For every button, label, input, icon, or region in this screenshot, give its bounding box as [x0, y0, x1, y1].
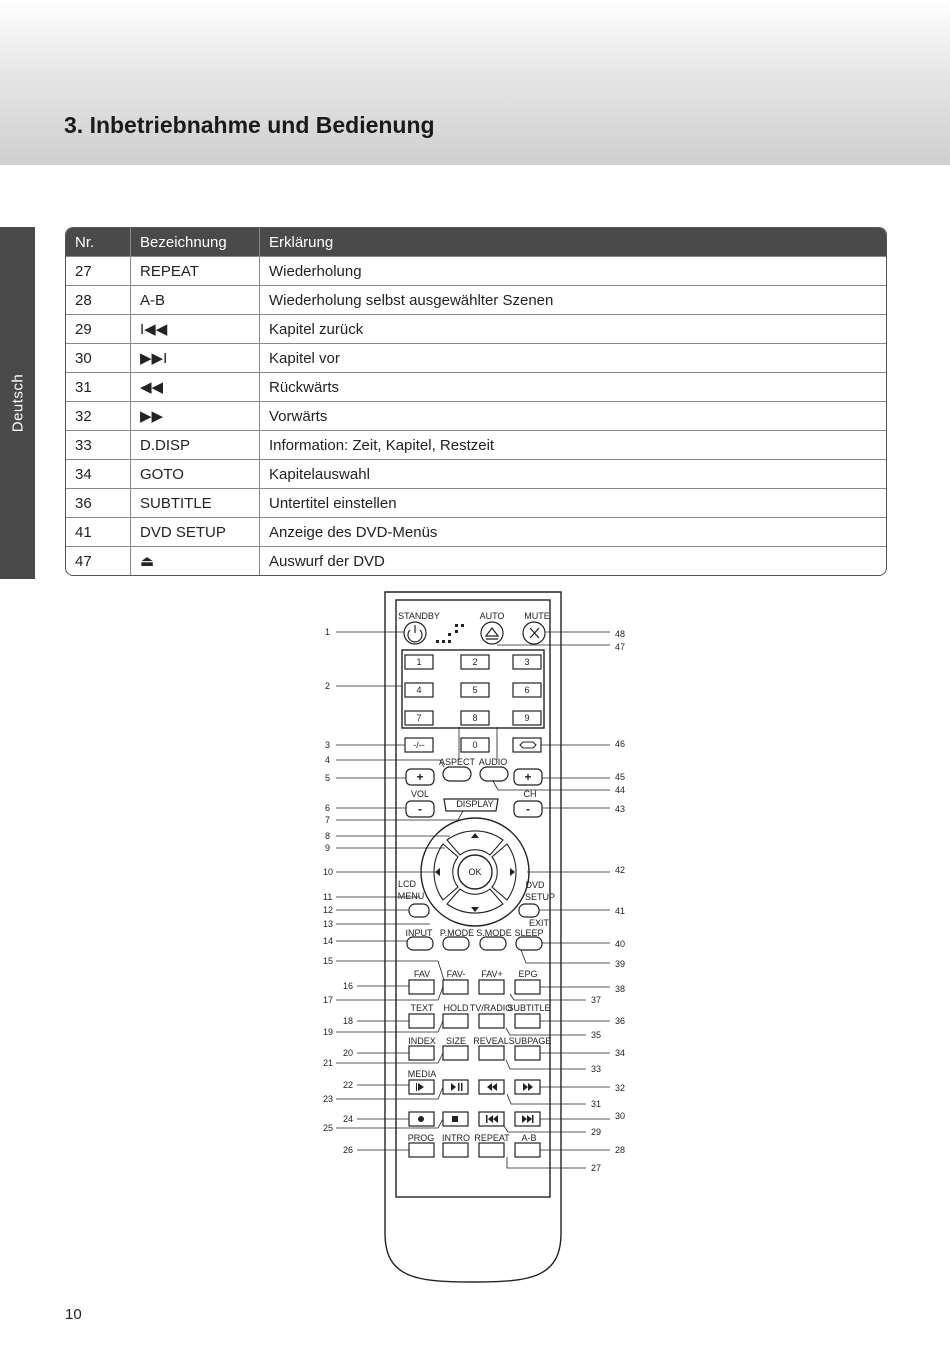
repeat-label: REPEAT [474, 1133, 510, 1143]
cell-bezeichnung: ⏏ [130, 546, 259, 575]
subpage-button [515, 1046, 540, 1060]
callout-15: 15 [323, 956, 334, 966]
button-description-table [65, 227, 887, 576]
epg-button [515, 980, 540, 994]
number-8-label: 8 [472, 713, 478, 723]
intro-button [443, 1143, 468, 1157]
auto-label: AUTO [479, 611, 505, 621]
pmode-button [443, 937, 469, 950]
sleep-label: SLEEP [514, 928, 544, 938]
number-5-label: 5 [472, 685, 478, 695]
callout-20: 20 [343, 1048, 354, 1058]
previous-chapter-icon [486, 1115, 498, 1123]
callout-39: 39 [615, 959, 626, 969]
hold-button [443, 1014, 468, 1028]
callout-41: 41 [615, 906, 626, 916]
callout-40: 40 [615, 939, 626, 949]
cell-bezeichnung: REPEAT [130, 256, 259, 285]
callout-38: 38 [615, 984, 626, 994]
record-icon [418, 1116, 424, 1122]
callout-48: 48 [615, 629, 626, 639]
cell-erklaerung: Kapitel zurück [259, 314, 886, 343]
ab-label: A-B [521, 1133, 537, 1143]
table-row [66, 256, 886, 285]
signal-dots-icon [436, 624, 464, 643]
arrow-right-icon [510, 868, 515, 876]
index-button [409, 1046, 434, 1060]
prog-button [409, 1143, 434, 1157]
cell-erklaerung: Vorwärts [259, 401, 886, 430]
table-row [66, 285, 886, 314]
fav-label: FAV [413, 969, 431, 979]
number-6-label: 6 [524, 685, 530, 695]
eject-icon [486, 628, 498, 639]
index-label: INDEX [408, 1036, 436, 1046]
callout-42: 42 [615, 865, 626, 875]
size-button [443, 1046, 468, 1060]
audio-button [480, 767, 508, 781]
prog-label: PROG [407, 1133, 435, 1143]
callout-44: 44 [615, 785, 626, 795]
number-7-label: 7 [416, 713, 422, 723]
table-row [66, 372, 886, 401]
cell-bezeichnung: D.DISP [130, 430, 259, 459]
callout-37: 37 [591, 995, 602, 1005]
dvd-label: DVD [525, 880, 545, 890]
number-9-label: 9 [524, 713, 530, 723]
callout-11: 11 [323, 892, 333, 902]
pmode-label: P.MODE [439, 928, 475, 938]
cell-nr: 31 [66, 372, 130, 401]
fav-plus-label: FAV+ [481, 969, 503, 979]
cell-nr: 47 [66, 546, 130, 575]
repeat-button [479, 1143, 504, 1157]
cell-nr: 27 [66, 256, 130, 285]
callout-32: 32 [615, 1083, 626, 1093]
lcd-label: LCD [397, 879, 417, 889]
cell-erklaerung: Wiederholung [259, 256, 886, 285]
sleep-button [516, 937, 542, 950]
recall-button [513, 738, 541, 752]
cell-bezeichnung: DVD SETUP [130, 517, 259, 546]
cell-erklaerung: Kapitelauswahl [259, 459, 886, 488]
number-2-label: 2 [472, 657, 478, 667]
callout-46: 46 [615, 739, 626, 749]
callout-27: 27 [591, 1163, 602, 1173]
callout-13: 13 [323, 919, 334, 929]
table-header-row [66, 228, 886, 256]
table-row [66, 488, 886, 517]
channel-plus-label: + [524, 770, 532, 784]
table-row [66, 401, 886, 430]
callout-34: 34 [615, 1048, 626, 1058]
table-row [66, 430, 886, 459]
epg-label: EPG [518, 969, 538, 979]
cell-erklaerung: Kapitel vor [259, 343, 886, 372]
subtitle-label: SUBTITLE [507, 1003, 551, 1013]
callout-35: 35 [591, 1030, 602, 1040]
cell-erklaerung: Anzeige des DVD-Menüs [259, 517, 886, 546]
callout-22: 22 [343, 1080, 354, 1090]
cell-nr: 29 [66, 314, 130, 343]
arrow-down-icon [471, 907, 479, 912]
input-label: INPUT [405, 928, 433, 938]
media-play-icon [416, 1083, 424, 1091]
callout-18: 18 [343, 1016, 354, 1026]
tv-radio-label: TV/RADIO [469, 1003, 513, 1013]
cell-nr: 30 [66, 343, 130, 372]
mute-icon [530, 628, 539, 638]
callout-21: 21 [323, 1058, 334, 1068]
cell-nr: 41 [66, 517, 130, 546]
ch-label: CH [523, 789, 537, 799]
column-header-nr: Nr. [66, 228, 130, 256]
header-band [0, 0, 950, 165]
callout-numbers [323, 627, 625, 1173]
callout-29: 29 [591, 1127, 602, 1137]
setup-label: SETUP [524, 892, 556, 902]
cell-erklaerung: Rückwärts [259, 372, 886, 401]
cell-erklaerung: Auswurf der DVD [259, 546, 886, 575]
dvd-setup-button [519, 904, 539, 917]
callout-4: 4 [325, 755, 331, 765]
page-number: 10 [65, 1306, 82, 1323]
callout-33: 33 [591, 1064, 602, 1074]
page-title: 3. Inbetriebnahme und Bedienung [64, 112, 435, 138]
ok-label: OK [468, 867, 482, 877]
cell-bezeichnung: ▶▶I [130, 343, 259, 372]
aspect-button [443, 767, 471, 781]
remote-control-diagram [315, 590, 640, 1290]
menu-label: MENU [397, 891, 425, 901]
standby-label: STANDBY [398, 611, 440, 621]
intro-label: INTRO [442, 1133, 470, 1143]
aspect-label: ASPECT [438, 757, 476, 767]
callout-23: 23 [323, 1094, 334, 1104]
cell-nr: 32 [66, 401, 130, 430]
cell-nr: 36 [66, 488, 130, 517]
input-button [407, 937, 433, 950]
fast-forward-icon [523, 1083, 533, 1091]
cell-nr: 33 [66, 430, 130, 459]
subpage-label: SUBPAGE [508, 1036, 552, 1046]
number-1-label: 1 [416, 657, 422, 667]
callout-31: 31 [591, 1099, 602, 1109]
table-row [66, 314, 886, 343]
cell-bezeichnung: A-B [130, 285, 259, 314]
callout-10: 10 [323, 867, 334, 877]
callout-8: 8 [325, 831, 331, 841]
channel-minus-label: - [526, 802, 530, 816]
fav-minus-label: FAV- [446, 969, 466, 979]
volume-plus-label: + [416, 770, 424, 784]
stop-icon [452, 1116, 458, 1122]
callout-47: 47 [615, 642, 626, 652]
cell-bezeichnung: ◀◀ [130, 372, 259, 401]
power-icon [408, 625, 422, 642]
table-row [66, 517, 886, 546]
text-label: TEXT [410, 1003, 434, 1013]
fav-button [409, 980, 434, 994]
fav-plus-button [479, 980, 504, 994]
callout-17: 17 [323, 995, 334, 1005]
ab-button [515, 1143, 540, 1157]
cell-erklaerung: Wiederholung selbst ausgewählter Szenen [259, 285, 886, 314]
text-button [409, 1014, 434, 1028]
smode-label: S.MODE [476, 928, 512, 938]
callout-5: 5 [325, 773, 331, 783]
callout-28: 28 [615, 1145, 626, 1155]
callout-14: 14 [323, 936, 334, 946]
cell-erklaerung: Information: Zeit, Kapitel, Restzeit [259, 430, 886, 459]
callout-7: 7 [325, 815, 331, 825]
cell-bezeichnung: ▶▶ [130, 401, 259, 430]
fav-minus-button [443, 980, 468, 994]
callout-12: 12 [323, 905, 334, 915]
play-pause-icon [451, 1083, 463, 1091]
language-tab [0, 227, 35, 579]
size-label: SIZE [445, 1036, 467, 1046]
table-row [66, 546, 886, 575]
table-row [66, 459, 886, 488]
lcd-menu-button [409, 904, 429, 917]
audio-label: AUDIO [478, 757, 508, 767]
arrow-up-icon [471, 833, 479, 838]
rewind-icon [487, 1083, 497, 1091]
callout-26: 26 [343, 1145, 354, 1155]
cell-erklaerung: Untertitel einstellen [259, 488, 886, 517]
column-header-bezeichnung: Bezeichnung [130, 228, 259, 256]
mute-label: MUTE [524, 611, 550, 621]
callout-19: 19 [323, 1027, 334, 1037]
callout-25: 25 [323, 1123, 334, 1133]
next-chapter-icon [522, 1115, 534, 1123]
callout-24: 24 [343, 1114, 354, 1124]
smode-button [480, 937, 506, 950]
callout-36: 36 [615, 1016, 626, 1026]
callout-16: 16 [343, 981, 354, 991]
cell-bezeichnung: GOTO [130, 459, 259, 488]
callout-30: 30 [615, 1111, 626, 1121]
media-label: MEDIA [407, 1069, 437, 1079]
dash-label: -/-- [413, 740, 425, 750]
reveal-label: REVEAL [473, 1036, 509, 1046]
callout-1: 1 [325, 627, 331, 637]
callout-3: 3 [325, 740, 331, 750]
number-3-label: 3 [524, 657, 530, 667]
callout-43: 43 [615, 804, 626, 814]
callout-9: 9 [325, 843, 331, 853]
callout-6: 6 [325, 803, 331, 813]
cell-nr: 28 [66, 285, 130, 314]
subtitle-button [515, 1014, 540, 1028]
column-header-erklaerung: Erklärung [259, 228, 886, 256]
display-label: DISPLAY [456, 799, 494, 809]
tv-radio-button [479, 1014, 504, 1028]
exit-label: EXIT [528, 918, 550, 928]
volume-minus-label: - [418, 802, 422, 816]
callout-45: 45 [615, 772, 626, 782]
cell-nr: 34 [66, 459, 130, 488]
vol-label: VOL [410, 789, 430, 799]
cell-bezeichnung: I◀◀ [130, 314, 259, 343]
language-tab-label: Deutsch [9, 373, 26, 433]
number-4-label: 4 [416, 685, 422, 695]
hold-label: HOLD [443, 1003, 469, 1013]
table-row [66, 343, 886, 372]
recall-icon [520, 742, 536, 748]
reveal-button [479, 1046, 504, 1060]
cell-bezeichnung: SUBTITLE [130, 488, 259, 517]
callout-2: 2 [325, 681, 331, 691]
number-0-label: 0 [472, 740, 478, 750]
auto-eject-button [481, 622, 503, 644]
